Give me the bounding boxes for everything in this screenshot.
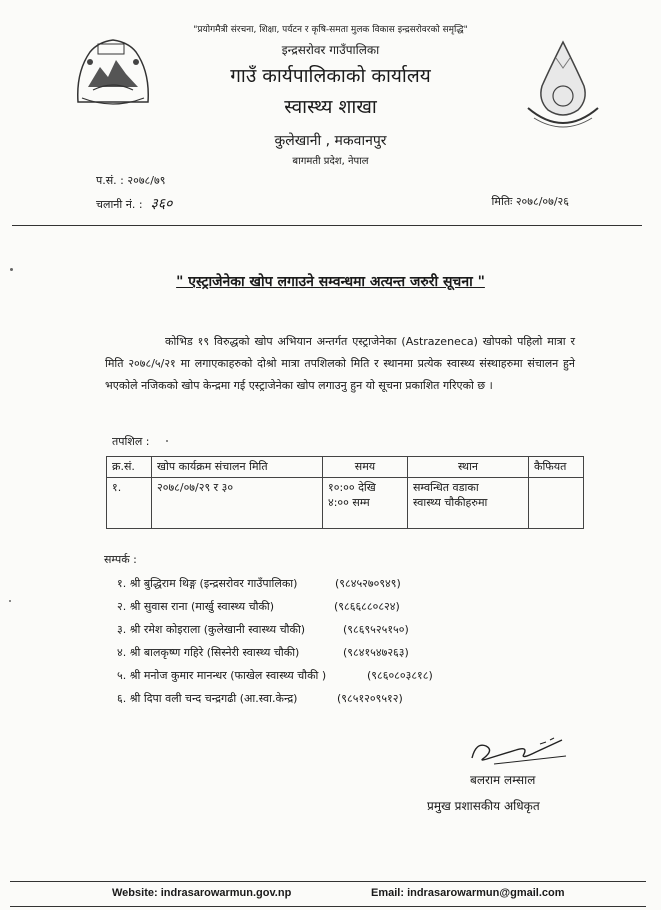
ps-label: प.सं. : (96, 174, 124, 187)
list-item (117, 599, 400, 622)
header-sn: क्र.सं. (107, 457, 152, 478)
time-to: ४:०० सम्म (328, 496, 370, 509)
contact-name: ३. श्री रमेश कोइराला (कुलेखानी स्वास्थ्य चौकी) (117, 623, 306, 636)
signature-icon (466, 728, 576, 768)
contact-name: ५. श्री मनोज कुमार मानन्धर (फाखेल स्वास्थ्य चौकी ) (117, 669, 327, 682)
footer-divider-top (10, 881, 646, 882)
contact-phone: (९८६०८०३८१८) (367, 669, 433, 682)
ps-value: २०७८/७९ (127, 174, 166, 187)
signatory-name: बलराम लम्साल (470, 773, 536, 787)
list-item (117, 668, 433, 691)
cell-date: २०७८/०७/२९ र ३० (152, 478, 323, 529)
scan-speck (166, 440, 168, 442)
contact-name: १. श्री बुद्धिराम थिङ्ग (इन्द्रसरोवर गाउँपालिका) (117, 577, 298, 590)
header-remarks: कैफियत (529, 457, 584, 478)
scan-speck (10, 268, 13, 271)
footer-website: Website: indrasarowarmun.gov.np (112, 887, 292, 899)
place-line-1: सम्वन्धित वडाका (413, 481, 479, 494)
footer-email: Email: indrasarowarmun@gmail.com (371, 887, 565, 899)
list-item (117, 576, 401, 599)
footer-divider-bottom (10, 906, 646, 907)
contact-list (117, 576, 433, 714)
list-item (117, 645, 409, 668)
branch-name: स्वास्थ्य शाखा (284, 96, 377, 118)
contact-phone: (९८५१२०९५१२) (337, 692, 403, 705)
contact-label: सम्पर्क : (104, 553, 137, 566)
contact-name: ६. श्री दिपा वली चन्द चन्द्रगढी (आ.स्वा.केन्द्र) (117, 692, 298, 705)
date-label: मितिः (491, 195, 513, 208)
cell-remarks (529, 478, 584, 529)
motto-text: "प्रयोगमैत्री संरचना, शिक्षा, पर्यटन र कृषि-समता मुलक विकास इन्द्रसरोवरको समृद्धि" (193, 25, 468, 35)
cell-sn: १. (107, 478, 152, 529)
office-address: कुलेखानी , मकवानपुर (274, 133, 387, 149)
notice-title: " एस्ट्राजेनेका खोप लगाउने सम्वन्धमा अत्यन्त जरुरी सूचना " (176, 274, 485, 290)
list-item (117, 691, 403, 714)
cell-place (408, 478, 529, 529)
contact-phone: (९८४५२७०९४९) (335, 577, 401, 590)
header-place: स्थान (408, 457, 529, 478)
schedule-table (106, 456, 584, 529)
header-date: खोप कार्यक्रम संचालन मिति (152, 457, 323, 478)
place-line-2: स्वास्थ्य चौकीहरुमा (413, 496, 488, 509)
table-row (107, 478, 584, 529)
office-name: गाउँ कार्यपालिकाको कार्यालय (230, 65, 431, 87)
cell-time (323, 478, 408, 529)
header-divider (12, 225, 642, 226)
municipality-name: इन्द्रसरोवर गाउँपालिका (281, 43, 380, 57)
table-header-row (107, 457, 584, 478)
notice-body: कोभिड १९ विरुद्धको खोप अभियान अन्तर्गत एस्ट्राजेनेका (Astrazeneca) खोपको पहिलो मात्रा र मिति २०७८/५/२१ मा लगाएकाहरुको दोश्रो मात्रा तपशिलको मिति र स्थानमा प्रत्येक स्वास्थ्य संस्थाहरुमा संचालन हुने भएकोले नजिकको खोप केन्द्रमा गई एस्ट्राजेनेका खोप लगाउनु हुन यो सूचना प्रकाशित गरिएको छ । (105, 335, 575, 392)
notice-date (492, 194, 569, 209)
signatory-title: प्रमुख प्रशासकीय अधिकृत (427, 799, 540, 813)
header-time: समय (323, 457, 408, 478)
contact-name: २. श्री सुवास राना (मार्खु स्वास्थ्य चौकी) (117, 600, 275, 613)
contact-name: ४. श्री बालकृष्ण गहिरे (सिस्नेरी स्वास्थ्य चौकी) (117, 646, 300, 659)
schedule-label: तपशिल : (112, 435, 150, 448)
contact-phone: (९८६९५२५१५०) (343, 623, 409, 636)
contact-phone: (९८६६८८०८२४) (334, 600, 400, 613)
reference-number (96, 173, 165, 188)
scan-speck (9, 600, 11, 602)
contact-phone: (९८४१५४७२६३) (343, 646, 409, 659)
dispatch-label: चलानी नं. : (96, 198, 143, 211)
province-name: बागमती प्रदेश, नेपाल (292, 156, 369, 167)
list-item (117, 622, 409, 645)
time-from: १०:०० देखि (328, 481, 376, 494)
dispatch-value: ३६० (150, 196, 173, 212)
dispatch-number (96, 194, 172, 213)
date-value: २०७८/०७/२६ (515, 195, 569, 208)
